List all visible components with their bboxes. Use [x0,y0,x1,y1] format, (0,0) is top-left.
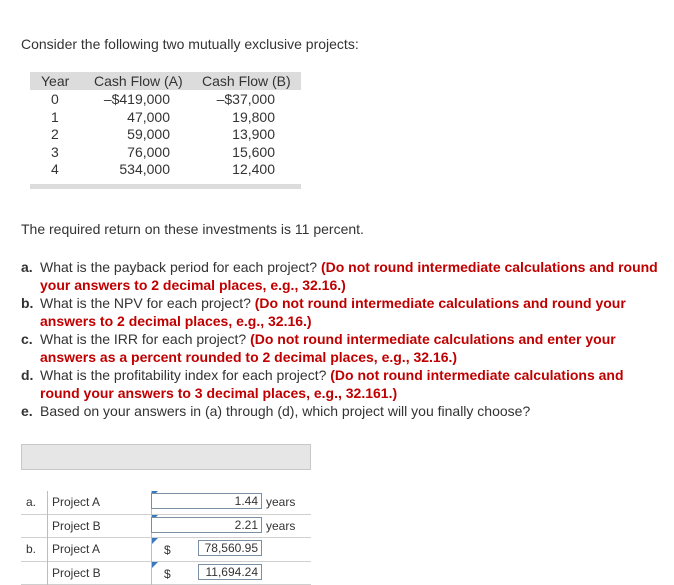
question-text: What is the IRR for each project? [40,331,250,347]
question-b [21,294,661,330]
question-list [21,258,661,420]
payback-b-input[interactable]: 2.21 [151,517,262,533]
question-note: (Do not round intermediate calculations and round your answers to 2 decimal places, e.g., 32.16.) [40,295,626,329]
part-letter: a. [26,495,36,509]
question-note: (Do not round intermediate calculations and round your answers to 2 decimal places, e.g., 32.16.) [40,259,658,293]
project-label: Project B [52,519,101,533]
answer-flag-icon [152,538,158,544]
question-note: (Do not round intermediate calculations and round your answers to 3 decimal places, e.g., 32.161.) [40,367,624,401]
table-row [21,491,311,515]
part-letter: b. [26,542,36,556]
cash-flow-header [30,72,301,90]
table-row [30,125,301,143]
table-row [30,160,301,178]
table-row [30,143,301,161]
cash-flow-a-cell: 59,000 [127,126,170,142]
answer-table-spacer [21,470,311,491]
unit-label: years [266,495,295,509]
table-row [21,562,311,585]
payback-a-input[interactable]: 1.44 [151,493,262,509]
question-text: What is the profitability index for each project? [40,367,330,383]
question-letter: c. [21,330,40,366]
question-letter: d. [21,366,40,402]
header-year: Year [41,73,69,89]
project-label: Project B [52,566,101,580]
question-letter: a. [21,258,40,294]
npv-a-input[interactable]: 78,560.95 [198,540,262,556]
answer-flag-icon [152,562,158,568]
table-row [30,108,301,126]
cash-flow-b-cell: –$37,000 [217,91,275,107]
cash-flow-b-cell: 13,900 [232,126,275,142]
question-text: Based on your answers in (a) through (d), which project will you finally choose? [40,403,530,419]
question-a [21,258,661,294]
cash-flow-b-cell: 19,800 [232,109,275,125]
year-cell: 2 [51,126,59,142]
question-text: What is the NPV for each project? [40,295,255,311]
cash-flow-table [30,72,301,189]
currency-symbol: $ [164,543,171,557]
year-cell: 0 [51,91,59,107]
question-e [21,402,661,420]
question-text: What is the payback period for each project? [40,259,321,275]
header-cash-flow-a: Cash Flow (A) [94,73,183,89]
cash-flow-b-cell: 15,600 [232,144,275,160]
question-note: (Do not round intermediate calculations and enter your answers as a percent rounded to 2 decimal places, e.g., 32.16.) [40,331,616,365]
header-cash-flow-b: Cash Flow (B) [202,73,291,89]
cash-flow-a-cell: 76,000 [127,144,170,160]
cash-flow-a-cell: 47,000 [127,109,170,125]
answer-table-header [21,444,311,470]
currency-symbol: $ [164,567,171,581]
year-cell: 4 [51,161,59,177]
cash-flow-b-cell: 12,400 [232,161,275,177]
table-row [21,515,311,539]
table-footer-bar [30,184,301,189]
project-label: Project A [52,542,100,556]
required-return-text: The required return on these investments is 11 percent. [21,221,364,237]
year-cell: 1 [51,109,59,125]
cash-flow-a-cell: –$419,000 [104,91,170,107]
question-letter: b. [21,294,40,330]
cash-flow-a-cell: 534,000 [119,161,170,177]
table-row [21,538,311,562]
question-d [21,366,661,402]
answer-table [21,444,311,585]
question-letter: e. [21,402,40,420]
npv-b-input[interactable]: 11,694.24 [198,564,262,580]
intro-text: Consider the following two mutually exclusive projects: [21,36,359,52]
table-row [30,90,301,108]
question-c [21,330,661,366]
project-label: Project A [52,495,100,509]
year-cell: 3 [51,144,59,160]
unit-label: years [266,519,295,533]
